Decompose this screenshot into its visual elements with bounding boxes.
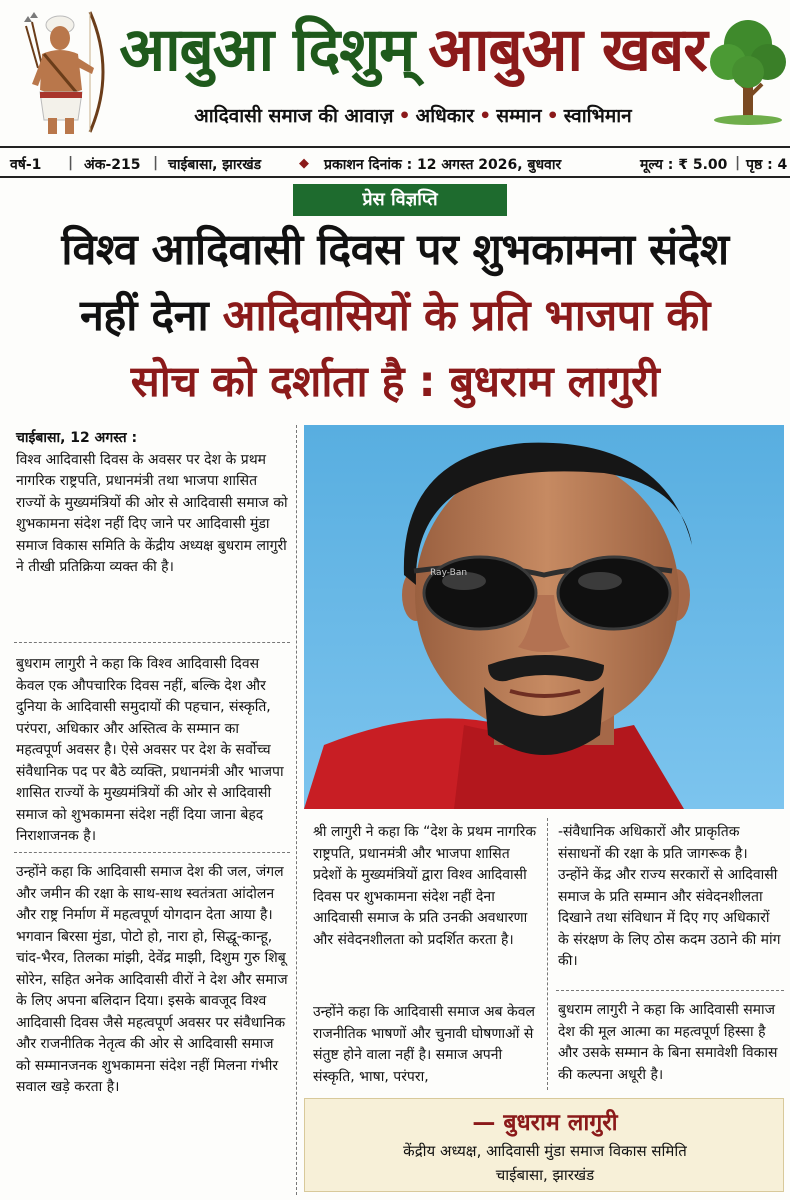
paragraph-6: -संवैधानिक अधिकारों और प्राकृतिक संसाधनों की रक्षा के प्रति जागरूक है। उन्होंने केंद्र और राज्य सरकारों से आदिवासी समाज के प्रति सम्मान और संवेदनशीलता दिखाने तथा संविधान में दिए गए अधिकारों के संरक्षण के लिए ठोस कदम उठाने की मांग की। — [558, 824, 781, 969]
tribal-archer-illustration — [12, 8, 112, 136]
separator: | — [68, 155, 74, 171]
press-release-badge: प्रेस विज्ञप्ति — [293, 184, 507, 216]
tagline-rights: अधिकार — [415, 105, 475, 127]
portrait-illustration — [304, 425, 784, 809]
signatory-place: चाईबासा, झारखंड — [495, 1166, 595, 1184]
headline-line-1: विश्व आदिवासी दिवस पर शुभकामना संदेश — [61, 225, 729, 275]
page-count: पृष्ठ : 4 — [746, 157, 788, 173]
tagline-respect: सम्मान — [496, 105, 542, 127]
column-divider — [296, 425, 297, 1195]
article-intro — [16, 428, 288, 579]
price: मूल्य : ₹ 5.00 — [640, 157, 728, 173]
signature-box — [304, 1098, 784, 1192]
paragraph-4: श्री लागुरी ने कहा कि “देश के प्रथम नागरिक राष्ट्रपति, प्रधानमंत्री और भाजपा शासित प्रदेशों के मुख्यमंत्रियों द्वारा विश्व आदिवासी दिवस पर शुभकामना संदेश नहीं देना आदिवासी समाज के प्रति उनकी अवधारणा और संवेदनशीलता को प्रदर्शित करता है। — [313, 824, 537, 948]
publication-date: प्रकाशन दिनांक : 12 अगस्त 2026, बुधवार — [324, 157, 562, 173]
issue-info-bar — [0, 150, 790, 178]
issue-year: वर्ष-1 — [10, 157, 42, 173]
title-part-2: आबुआ खबर — [428, 15, 707, 85]
paragraph-5: उन्होंने कहा कि आदिवासी समाज अब केवल राजनीतिक भाषणों और चुनावी घोषणाओं से संतुष्ट होने वाला नहीं है। समाज अपनी संस्कृति, भाषा, परंपरा, — [313, 1004, 536, 1085]
article-para-4 — [313, 822, 539, 951]
divider — [556, 990, 784, 991]
diamond-icon: ◆ — [299, 156, 309, 171]
headline-line-2-a: नहीं देना — [80, 291, 209, 341]
dateline: चाईबासा, 12 अगस्त : — [16, 430, 138, 446]
issue-place: चाईबासा, झारखंड — [168, 157, 262, 173]
paragraph-1: विश्व आदिवासी दिवस के अवसर पर देश के प्रथम नागरिक राष्ट्रपति, प्रधानमंत्री तथा भाजपा शासित राज्यों के मुख्यमंत्रियों की ओर से आदिवासी समाज को शुभकामना संदेश नहीं दिए जाने पर आदिवासी मुंडा समाज विकास समिति के केंद्रीय अध्यक्ष बुधराम लागुरी ने तीखी प्रतिक्रिया व्यक्त की है। — [16, 451, 288, 575]
headline-line-3: सोच को दर्शाता है : बुधराम लागुरी — [130, 357, 660, 407]
sunglasses-brand: Ray-Ban — [430, 568, 468, 578]
article-para-2 — [16, 654, 288, 848]
separator: | — [735, 155, 741, 171]
paragraph-2: बुधराम लागुरी ने कहा कि विश्व आदिवासी दिवस केवल एक औपचारिक दिवस नहीं, बल्कि देश और दुनिया के आदिवासी समुदायों की पहचान, संस्कृति, परंपरा, अधिकार और अस्तित्व के सम्मान का महत्वपूर्ण अवसर है। ऐसे अवसर पर देश के सर्वोच्च संवैधानिक पद पर बैठे व्यक्ति, प्रधानमंत्री और भाजपा शासित राज्यों के मुख्यमंत्रियों की ओर से आदिवासी समाज को शुभकामना संदेश नहीं दिया जाना बेहद निराशाजनक है। — [16, 656, 284, 844]
signatory-name: — बुधराम लागुरी — [472, 1110, 618, 1136]
paragraph-7: बुधराम लागुरी ने कहा कि आदिवासी समाज देश की मूल आत्मा का महत्वपूर्ण हिस्सा है और उसके सम्मान के बिना समावेशी विकास की कल्पना अधूरी है। — [558, 1002, 778, 1083]
divider — [14, 852, 290, 853]
tagline-voice: आदिवासी समाज की आवाज़ — [194, 105, 394, 127]
issue-number: अंक-215 — [84, 157, 141, 173]
column-divider — [547, 818, 548, 1090]
masthead — [0, 0, 790, 148]
separator: | — [153, 155, 159, 171]
tagline-dot: • — [479, 105, 492, 127]
headline-line-2-b: आदिवासियों के प्रति भाजपा की — [222, 291, 710, 341]
paragraph-3: उन्होंने कहा कि आदिवासी समाज देश की जल, जंगल और जमीन की रक्षा के साथ-साथ स्वतंत्रता आंदोलन और राष्ट्र निर्माण में महत्वपूर्ण योगदान देता आया है। भगवान बिरसा मुंडा, पोटो हो, नारा हो, सिद्धू-कान्हू, चांद-भैरव, तिलका मांझी, देवेंद्र माझी, दिशुम गुरु शिबू सोरेन, सहित अनेक आदिवासी वीरों ने देश और समाज के लिए अपना बलिदान दिया। इसके बावजूद विश्व आदिवासी दिवस जैसे महत्वपूर्ण अवसर पर संवैधानिक और राजनीतिक नेतृत्व की ओर से आदिवासी समाज को सम्मानजनक शुभकामना संदेश नहीं मिलना गंभीर सवाल खड़े करता है। — [16, 864, 288, 1095]
article-para-7 — [558, 1000, 782, 1086]
article-para-5 — [313, 1002, 539, 1088]
newspaper-title — [118, 8, 708, 92]
tagline — [118, 102, 708, 128]
article-para-3 — [16, 862, 288, 1099]
divider — [14, 642, 290, 643]
tree-icon — [708, 14, 788, 126]
tagline-pride: स्वाभिमान — [563, 105, 632, 127]
portrait-photo — [304, 425, 784, 809]
tagline-dot: • — [546, 105, 559, 127]
tagline-dot: • — [398, 105, 411, 127]
article-para-6 — [558, 822, 782, 973]
signatory-role: केंद्रीय अध्यक्ष, आदिवासी मुंडा समाज विकास समिति — [403, 1142, 687, 1160]
headline-line-2 — [0, 286, 790, 346]
title-part-1: आबुआ दिशुम् — [119, 15, 415, 85]
